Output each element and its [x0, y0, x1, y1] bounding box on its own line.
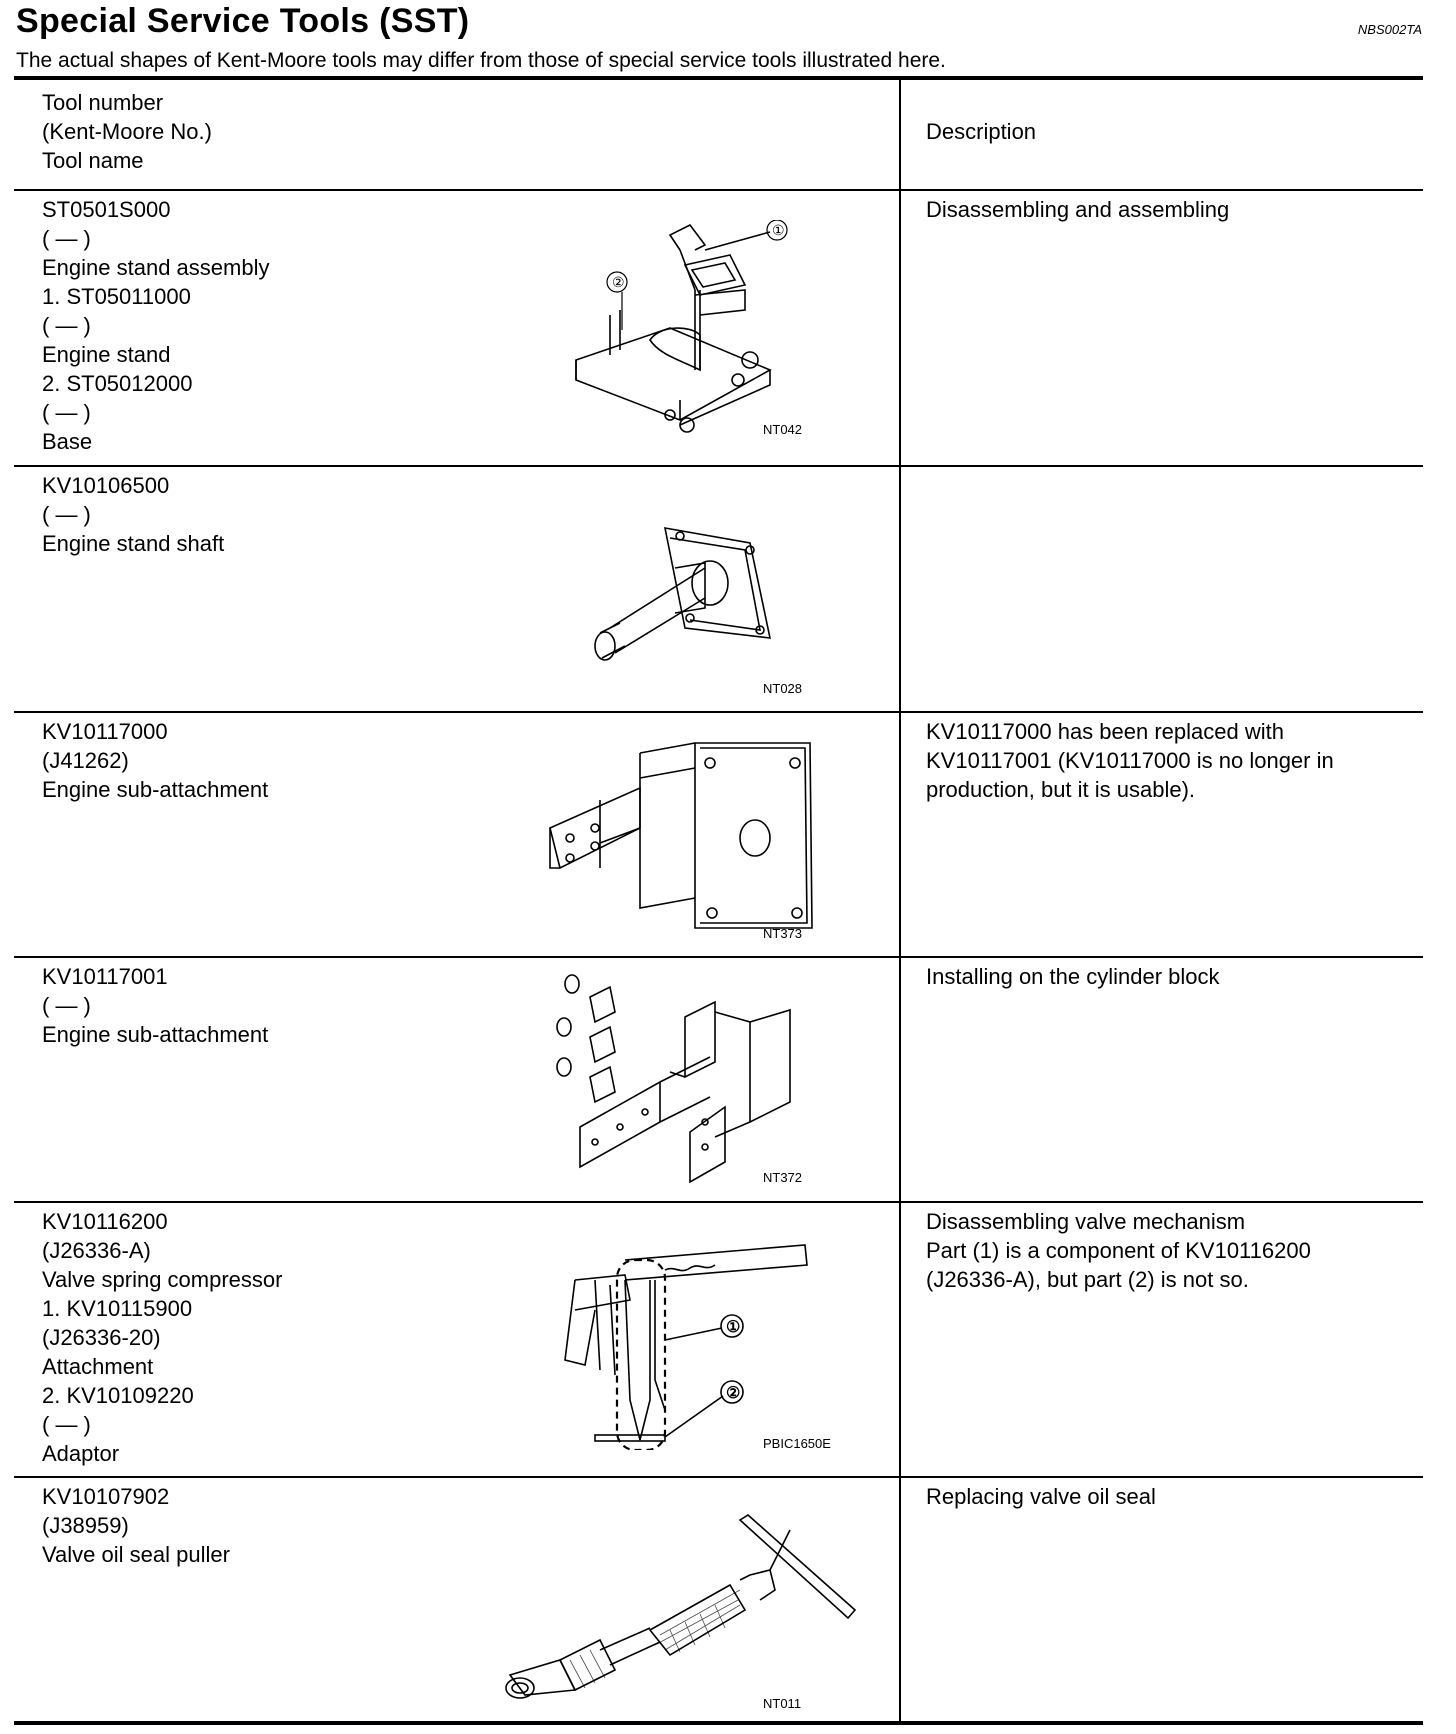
tool-name: Adaptor	[42, 1441, 120, 1466]
kent-moore-no: (J26336-20)	[42, 1325, 161, 1350]
kent-moore-no: ( — )	[42, 313, 91, 338]
header-line: Tool number	[42, 90, 164, 115]
figure-code: NT372	[763, 1170, 803, 1185]
row-divider	[14, 1476, 1423, 1478]
valve-spring-compressor-figure	[555, 1240, 815, 1450]
description-cell	[926, 1482, 1156, 1511]
description-cell	[926, 962, 1220, 991]
description-line: Part (1) is a component of KV10116200	[926, 1238, 1311, 1263]
tool-name: Attachment	[42, 1354, 154, 1379]
row-divider	[14, 711, 1423, 713]
callout-2-label: ②	[612, 274, 625, 290]
description-cell	[926, 1207, 1311, 1294]
tool-number: KV10117001	[42, 964, 168, 989]
description-line: KV10117001 (KV10117000 is no longer in	[926, 748, 1334, 773]
engine-sub-attachment-2-figure	[550, 972, 810, 1192]
tool-name: Engine stand assembly	[42, 255, 270, 280]
callout-2-label: ②	[726, 1385, 741, 1402]
tool-number: KV10117000	[42, 719, 168, 744]
tool-number: 1. ST05011000	[42, 284, 191, 309]
engine-stand-figure	[560, 220, 820, 440]
tool-cell	[42, 1482, 230, 1569]
row-divider	[14, 189, 1423, 191]
tool-number: KV10116200	[42, 1209, 168, 1234]
kent-moore-no: ( — )	[42, 993, 91, 1018]
tool-cell	[42, 195, 269, 456]
row-divider	[14, 1201, 1423, 1203]
tool-name: Engine sub-attachment	[42, 777, 269, 802]
row-divider	[14, 465, 1423, 467]
figure-code: NT373	[763, 926, 803, 941]
top-rule	[14, 76, 1423, 80]
kent-moore-no: ( — )	[42, 502, 91, 527]
header-line: (Kent-Moore No.)	[42, 119, 212, 144]
description-line: production, but it is usable).	[926, 777, 1196, 802]
callout-1-label: ①	[772, 222, 785, 238]
tool-name: Engine stand shaft	[42, 531, 225, 556]
column-divider	[899, 80, 901, 1721]
figure-code: NT042	[763, 422, 803, 437]
description-column-header: Description	[926, 119, 1037, 144]
description-cell	[926, 717, 1334, 804]
kent-moore-no: (J26336-A)	[42, 1238, 151, 1263]
figure-code: NT028	[763, 681, 803, 696]
tool-number: 2. KV10109220	[42, 1383, 194, 1408]
callout-1-label: ①	[726, 1319, 741, 1336]
tool-number: 1. KV10115900	[42, 1296, 193, 1321]
kent-moore-no: (J41262)	[42, 748, 129, 773]
tool-name: Valve spring compressor	[42, 1267, 283, 1292]
engine-sub-attachment-figure	[540, 738, 820, 938]
kent-moore-no: ( — )	[42, 226, 91, 251]
description-line: (J26336-A), but part (2) is not so.	[926, 1267, 1249, 1292]
tool-cell	[42, 1207, 282, 1468]
description-line: Disassembling valve mechanism	[926, 1209, 1246, 1234]
tool-name: Valve oil seal puller	[42, 1542, 230, 1567]
tool-name: Engine sub-attachment	[42, 1022, 269, 1047]
kent-moore-no: (J38959)	[42, 1513, 129, 1538]
page-title: Special Service Tools (SST)	[16, 2, 470, 40]
tool-cell	[42, 471, 224, 558]
page-subtitle: The actual shapes of Kent-Moore tools may differ from those of special service tools illustrated here.	[16, 49, 946, 72]
tool-cell	[42, 717, 268, 804]
row-divider	[14, 956, 1423, 958]
section-code: NBS002TA	[1357, 22, 1422, 37]
kent-moore-no: ( — )	[42, 1412, 91, 1437]
description-line: KV10117000 has been replaced with	[926, 719, 1284, 744]
bottom-rule	[14, 1721, 1423, 1725]
figure-code: NT011	[763, 1696, 802, 1711]
description-line: Installing on the cylinder block	[926, 964, 1220, 989]
valve-oil-seal-puller-figure	[500, 1510, 860, 1700]
description-line: Replacing valve oil seal	[926, 1484, 1156, 1509]
figure-code: PBIC1650E	[763, 1436, 831, 1451]
kent-moore-no: ( — )	[42, 400, 91, 425]
tool-name: Engine stand	[42, 342, 171, 367]
description-cell	[926, 195, 1229, 224]
tool-cell	[42, 962, 268, 1049]
tool-number: KV10106500	[42, 473, 170, 498]
description-line: Disassembling and assembling	[926, 197, 1230, 222]
engine-stand-shaft-figure	[580, 518, 780, 668]
header-line: Tool name	[42, 148, 144, 173]
tool-name: Base	[42, 429, 93, 454]
tool-number: KV10107902	[42, 1484, 170, 1509]
tool-number: 2. ST05012000	[42, 371, 193, 396]
tool-column-header	[42, 88, 212, 175]
tool-number: ST0501S000	[42, 197, 171, 222]
